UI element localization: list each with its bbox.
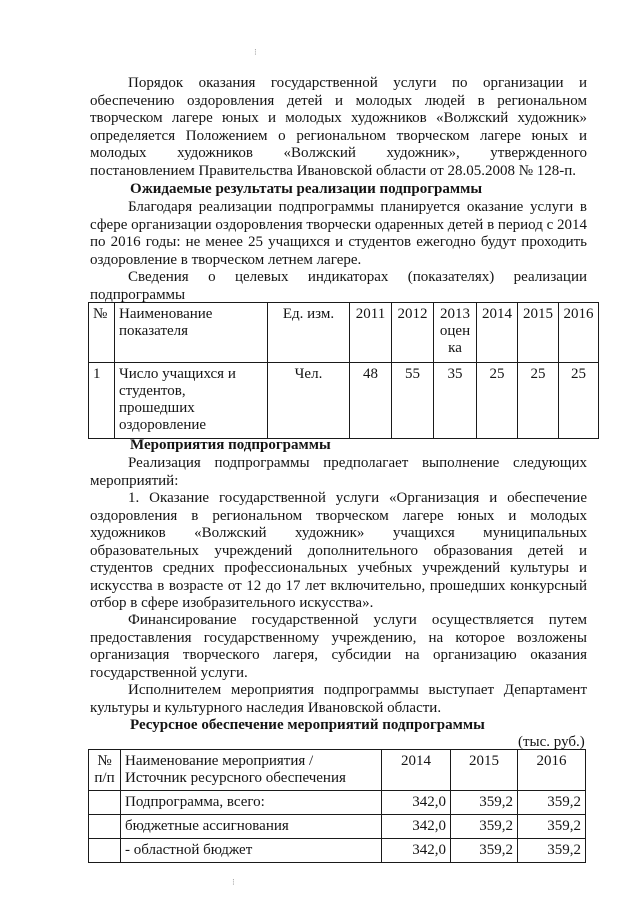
units-label: (тыс. руб.) (518, 734, 585, 750)
cell-2013: 35 (434, 363, 477, 439)
paragraph-procedure: Порядок оказания государственной услуги по организации и обеспечению оздоровления детей и молодых людей в региональном творческом лагере юных и молодых художников «Волжский художник» определяется Положением о региональном творческом лагере юных и молодых художников «Волжский художник», утвержденного постановлением Правительства Ивановской области от 28.05.2008 № 128-п. (90, 75, 587, 179)
cell-2015: 359,2 (451, 791, 518, 815)
cell-2015: 359,2 (451, 815, 518, 839)
cell-name: Подпрограмма, всего: (121, 791, 382, 815)
paragraph-financing: Финансирование государственной услуги осуществляется путем предоставления государственному учреждению, на которое возложены организация творческого лагеря, субсидии на организацию оказания государственной услуги. (90, 612, 587, 681)
header-2016: 2016 (559, 303, 599, 363)
cell-2015: 359,2 (451, 839, 518, 863)
header-year-2016: 2016 (518, 750, 586, 791)
cell-2014: 342,0 (382, 791, 451, 815)
cell-pp-number (89, 791, 121, 815)
header-2015: 2015 (518, 303, 559, 363)
paragraph-executor: Исполнителем мероприятия подпрограммы выступает Департамент культуры и культурного наследия Ивановской области. (90, 682, 587, 716)
heading-events: Мероприятия подпрограммы (130, 437, 331, 453)
scan-artifact-top: ⁝ (254, 47, 257, 57)
header-event-name: Наименование мероприятия / Источник ресурсного обеспечения (121, 750, 382, 791)
cell-2016: 25 (559, 363, 599, 439)
paragraph-event-1: 1. Оказание государственной услуги «Организация и обеспечение оздоровления в региональном творческом лагере юных и молодых художников «Волжский художник» учащихся муниципальных образовательных учреждений дополнительного образования детей и студентов средних профессиональных учебных учреждений культуры и искусства в возрасте от 12 до 17 лет включительно, прошедших конкурсный отбор в сфере изобразительного искусства». (90, 490, 587, 611)
paragraph-events-intro: Реализация подпрограммы предполагает выполнение следующих мероприятий: (90, 455, 587, 489)
cell-2012: 55 (392, 363, 434, 439)
indicators-header-row (89, 303, 599, 363)
header-pp-number: № п/п (89, 750, 121, 791)
resources-table (88, 749, 586, 863)
header-unit: Ед. изм. (268, 303, 350, 363)
header-2012: 2012 (392, 303, 434, 363)
heading-resources: Ресурсное обеспечение мероприятий подпрограммы (130, 717, 485, 733)
cell-number: 1 (89, 363, 115, 439)
header-indicator-name: Наименование показателя (115, 303, 268, 363)
scan-artifact-bottom: ⁝ (232, 877, 235, 887)
cell-2015: 25 (518, 363, 559, 439)
paragraph-expected-results: Благодаря реализации подпрограммы планируется оказание услуги в сфере организации оздоровления творчески одаренных детей в период с 2014 по 2016 годы: не менее 25 учащихся и студентов ежегодно будут проходить оздоровление в творческом летнем лагере. (90, 199, 587, 268)
header-2013: 2013 оцен ка (434, 303, 477, 363)
header-number: № (89, 303, 115, 363)
indicators-caption: Сведения о целевых индикаторах (показателях) реализации подпрограммы (90, 269, 587, 303)
indicators-table (88, 302, 599, 439)
cell-2016: 359,2 (518, 815, 586, 839)
cell-name: бюджетные ассигнования (121, 815, 382, 839)
heading-expected-results: Ожидаемые результаты реализации подпрограммы (130, 181, 483, 197)
resources-row-budget (89, 815, 586, 839)
cell-2016: 359,2 (518, 839, 586, 863)
header-2014: 2014 (477, 303, 518, 363)
cell-pp-number (89, 839, 121, 863)
resources-row-total (89, 791, 586, 815)
cell-unit: Чел. (268, 363, 350, 439)
header-2011: 2011 (350, 303, 392, 363)
resources-header-row (89, 750, 586, 791)
header-year-2015: 2015 (451, 750, 518, 791)
cell-2014: 342,0 (382, 839, 451, 863)
header-year-2014: 2014 (382, 750, 451, 791)
cell-2011: 48 (350, 363, 392, 439)
resources-row-regional (89, 839, 586, 863)
cell-2014: 25 (477, 363, 518, 439)
cell-indicator-name: Число учащихся и студентов, прошедших оздоровление (115, 363, 268, 439)
indicators-row (89, 363, 599, 439)
cell-name: - областной бюджет (121, 839, 382, 863)
cell-pp-number (89, 815, 121, 839)
cell-2014: 342,0 (382, 815, 451, 839)
cell-2016: 359,2 (518, 791, 586, 815)
